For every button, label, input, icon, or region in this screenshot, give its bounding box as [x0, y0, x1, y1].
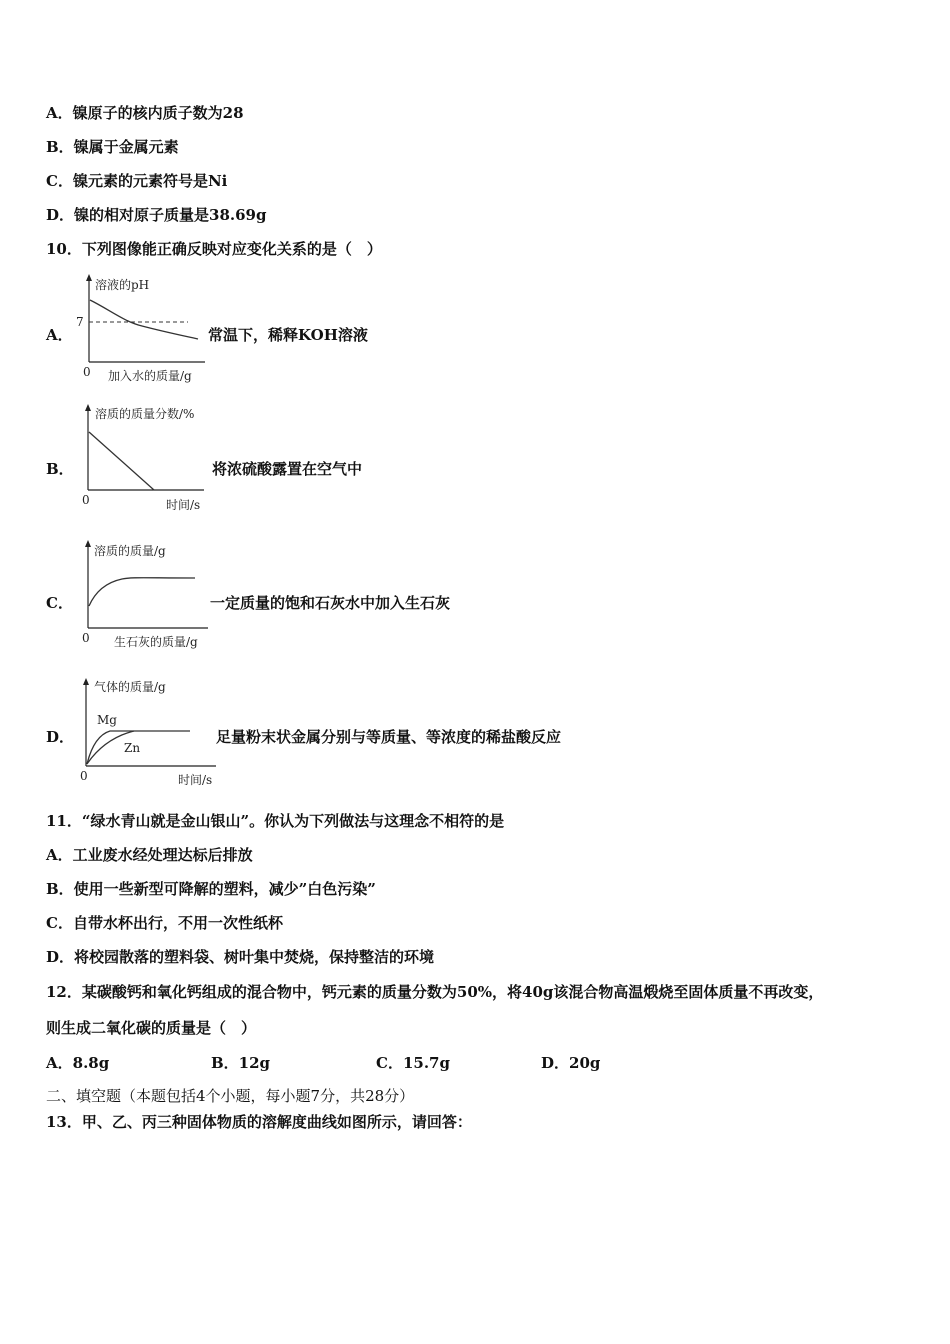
q9-option-c: C．镍元素的元素符号是Ni: [46, 172, 228, 190]
chart-c-curve: [89, 578, 195, 606]
q10-option-d-caption: 足量粉末状金属分别与等质量、等浓度的稀盐酸反应: [216, 728, 562, 746]
q10-stem: 10．下列图像能正确反映对应变化关系的是（ ）: [46, 240, 382, 258]
q10-option-b-label: B．: [46, 460, 74, 478]
chart-a-ylabel: 溶液的pH: [95, 278, 150, 292]
chart-c-xlabel: 生石灰的质量/g: [114, 635, 198, 649]
y-axis-arrow: [86, 274, 92, 281]
chart-a-xlabel: 加入水的质量/g: [108, 369, 192, 383]
chart-d-xlabel: 时间/s: [178, 773, 213, 787]
q12-stem-line2: 则生成二氧化碳的质量是（ ）: [46, 1019, 257, 1037]
q10-option-a-label: A．: [46, 326, 73, 344]
q10-chart-d: [70, 674, 220, 792]
q9-option-b: B．镍属于金属元素: [46, 138, 179, 156]
chart-d-series-zn: Zn: [124, 741, 141, 755]
q10-option-a-caption: 常温下，稀释KOH溶液: [208, 326, 368, 344]
chart-b-origin: 0: [82, 493, 90, 507]
q10-option-c-label: C．: [46, 594, 73, 612]
q12-choice-d: D．20g: [541, 1054, 601, 1072]
q9-option-d: D．镍的相对原子质量是38.69g: [46, 206, 267, 224]
q12-stem-line1: 12．某碳酸钙和氧化钙组成的混合物中，钙元素的质量分数为50%，将40g该混合物高温煅烧至固体质量不再改变，: [46, 983, 824, 1001]
section-heading: 二、填空题（本题包括4个小题，每小题7分，共28分）: [46, 1087, 415, 1105]
q12-choice-c: C．15.7g: [376, 1054, 450, 1072]
chart-b-curve: [89, 432, 154, 490]
q11-stem: 11．“绿水青山就是金山银山”。你认为下列做法与这理念不相符的是: [46, 812, 505, 830]
q9-option-a: A．镍原子的核内质子数为28: [46, 104, 244, 122]
y-axis-arrow: [85, 404, 91, 411]
chart-b-ylabel: 溶质的质量分数/%: [95, 407, 195, 421]
q10-chart-a: [70, 272, 210, 388]
chart-b-xlabel: 时间/s: [166, 498, 201, 512]
q13-stem: 13．甲、乙、丙三种固体物质的溶解度曲线如图所示，请回答：: [46, 1113, 472, 1131]
q11-option-b: B．使用一些新型可降解的塑料，减少”白色污染”: [46, 880, 376, 898]
q10-chart-b: [70, 402, 210, 514]
q11-option-a: A．工业废水经处理达标后排放: [46, 846, 253, 864]
q12-choice-b: B．12g: [211, 1054, 271, 1072]
chart-a-tick-7: 7: [76, 315, 84, 329]
q11-option-d: D．将校园散落的塑料袋、树叶集中焚烧，保持整洁的环境: [46, 948, 435, 966]
q11-option-c: C．自带水杯出行，不用一次性纸杯: [46, 914, 283, 932]
q12-choice-a: A．8.8g: [46, 1054, 110, 1072]
chart-d-series-mg: Mg: [97, 713, 117, 727]
q10-chart-c: [70, 538, 212, 654]
chart-d-ylabel: 气体的质量/g: [94, 680, 166, 694]
chart-a-curve: [90, 300, 198, 339]
chart-a-origin: 0: [83, 365, 91, 379]
chart-d-origin: 0: [80, 769, 88, 783]
y-axis-arrow: [85, 540, 91, 547]
q10-option-d-label: D．: [46, 728, 75, 746]
y-axis-arrow: [83, 678, 89, 685]
chart-c-ylabel: 溶质的质量/g: [94, 544, 166, 558]
chart-c-origin: 0: [82, 631, 90, 645]
q10-option-b-caption: 将浓硫酸露置在空气中: [212, 460, 363, 478]
q10-option-c-caption: 一定质量的饱和石灰水中加入生石灰: [210, 594, 451, 612]
